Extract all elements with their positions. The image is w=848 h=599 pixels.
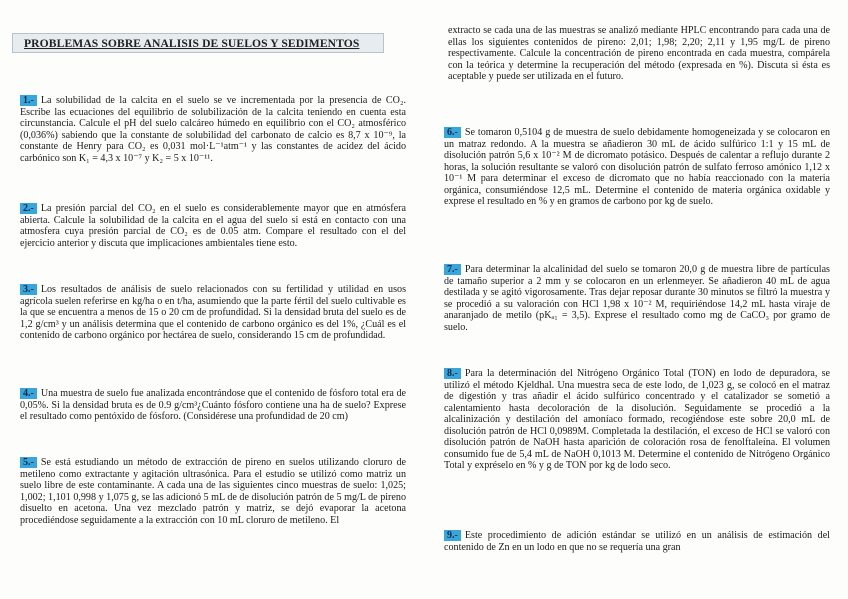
problem-text: La solubilidad de la calcita en el suelo se ve incrementada por la presencia de CO₂. Escribe las ecuaciones del equilibrio de solubilización de la calcita teniendo en cuenta esta circunstancia. Calcule el pH del suelo calcáreo húmedo en equilibrio con el CO₂ atmosférico (0,036%) sabiendo que la constante de solubilidad del carbonato de calcio es 8,7 x 10⁻⁹, la constante de Henry para CO₂ es 0,031 mol·L⁻¹atm⁻¹ y las constantes de acidez del ácido carbónico son K₁ = 4,3 x 10⁻⁷ y K₂ = 5 x 10⁻¹¹. — [20, 95, 406, 164]
page-title: PROBLEMAS SOBRE ANALISIS DE SUELOS Y SEDIMENTOS — [24, 37, 360, 50]
problem-number: 2.- — [20, 203, 37, 214]
problem-text: Una muestra de suelo fue analizada encontrándose que el contenido de fósforo total era de 0,05%. Si la densidad bruta es de 0.9 g/cm³¿Cuánto fósforo contiene una ha de suelo? Exprese el resultado como pentóxido de fósforo. (Considérese una profundidad de 20 cm) — [20, 388, 406, 423]
problem-7 — [444, 264, 830, 333]
problem-number: 4.- — [20, 388, 37, 399]
problem-number: 8.- — [444, 368, 461, 379]
problem-text: Este procedimiento de adición estándar se utilizó en un análisis de estimación del contenido de Zn en un lodo en que no se requería una gran — [444, 530, 830, 553]
problem-5 — [20, 457, 406, 526]
problem-number: 3.- — [20, 284, 37, 295]
problem-number: 6.- — [444, 127, 461, 138]
problem-9 — [444, 530, 830, 553]
problem-1 — [20, 95, 406, 164]
problem-4 — [20, 388, 406, 423]
problem-6 — [444, 127, 830, 208]
problem-text: Los resultados de análisis de suelo relacionados con su fertilidad y utilidad en usos agrícola suelen referirse en kg/ha o en t/ha, asumiendo que la parte fértil del suelo cultivable es la que se encuentra a menos de 15 o 20 cm de profundidad. Si la densidad bruta del suelo es de 1,2 g/cm³ y un análisis determina que el contenido de carbono orgánico es del 1%, ¿Cuál es el contenido de carbono orgánico por hectárea de suelo, considerando 15 cm de profundidad. — [20, 284, 406, 342]
problem-3 — [20, 284, 406, 342]
problem-5-continued — [448, 25, 830, 83]
problem-number: 9.- — [444, 530, 461, 541]
problem-text: La presión parcial del CO₂ en el suelo es considerablemente mayor que en atmósfera abierta. Calcule la solubilidad de la calcita en el agua del suelo si está en contacto con una atmosfera cuya presión parcial de CO₂ es de 0.05 atm. Compare el resultado con el del ejercicio anterior y discuta que implicaciones ambientales tiene esto. — [20, 203, 406, 249]
problem-text: Para la determinación del Nitrógeno Orgánico Total (TON) en lodo de depuradora, se utilizó el método Kjeldhal. Una muestra seca de este lodo, de 1,023 g, se colocó en el matraz de digestión y tras añadir el ácido sulfúrico concentrado y el catalizador se sometió a calentamiento hasta decoloración de la disolución. Seguidamente se procedió a la alcalinización y destilación del amoníaco formado, recogiéndose este sobre 20,0 mL de disolución patrón de HCl 0,0989M. Completada la destilación, el exceso de HCl se valoró con disolución patrón de NaOH hasta aparición de coloración rosa de fenolftaleína. El volumen consumido fue de 5,4 mL de NaOH 0,1013 M. Determine el contenido de Nitrógeno Orgánico Total y expréselo en % y g de TON por kg de lodo seco. — [444, 368, 830, 472]
problem-2 — [20, 203, 406, 249]
problem-text: Para determinar la alcalinidad del suelo se tomaron 20,0 g de muestra libre de partículas de tamaño superior a 2 mm y se colocaron en un erlenmeyer. Se añadieron 40 mL de agua destilada y se agitó vigorosamente. Tras dejar reposar durante 30 minutos se filtró la muestra y se procedió a su valoración con HCl 1,98 x 10⁻² M, requiriéndose 14,2 mL hasta viraje de anaranjado de metilo (pKₐ₁ = 3,5). Exprese el resultado como mg de CaCO₃ por gramo de suelo. — [444, 264, 830, 333]
problem-number: 5.- — [20, 457, 37, 468]
problem-text: Se está estudiando un método de extracción de pireno en suelos utilizando cloruro de metileno como extractante y agitación ultrasónica. Para el estudio se utilizó como matriz un suelo libre de este contaminante. A cada una de las siguientes cinco muestras de suelo: 1,025; 1,002; 1,101 0,998 y 1,075 g, se las adicionó 5 mL de de disolución patrón de 5 mg/L de pireno disuelto en acetona. Una vez mezclado patrón y matriz, se dejó evaporar la acetona procediéndose seguidamente a la extracción con 10 mL cloruro de metileno. El — [20, 457, 406, 526]
problem-number: 7.- — [444, 264, 461, 275]
problem-8 — [444, 368, 830, 472]
problem-number: 1.- — [20, 95, 37, 106]
problem-text: Se tomaron 0,5104 g de muestra de suelo debidamente homogeneizada y se colocaron en un matraz redondo. A la muestra se añadieron 30 mL de ácido sulfúrico 1:1 y 15 mL de disolución patrón 5,6 x 10⁻² M de dicromato potásico. Después de calentar a reflujo durante 2 horas, la solución resultante se valoró con disolución patrón de sulfato ferroso amónico 1,12 x 10⁻¹ M para determinar el exceso de dicromato que no había reaccionado con la materia orgánica, consumiéndose 12,5 mL. Determine el contenido de materia orgánica oxidable y exprese el resultado en % y en gramos de carbono por kg de suelo. — [444, 127, 830, 208]
problem-text: extracto se cada una de las muestras se analizó mediante HPLC encontrando para cada una de ellas los siguientes contenidos de pireno: 2,01; 1,98; 2,20; 2,11 y 1,95 mg/L de pireno respectivamente. Calcule la concentración de pireno encontrada en cada muestra, compárela con la teórica y determine la recuperación del método (expresada en %). Discuta si ésta es aceptable y puede ser utilizada en el futuro. — [448, 25, 830, 83]
